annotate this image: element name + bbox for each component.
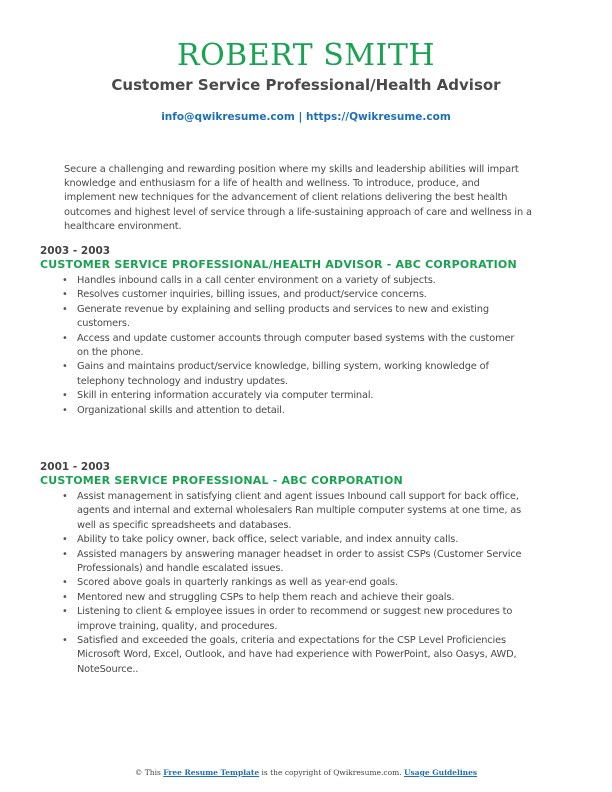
bullet: • Scored above goals in quarterly rankings as well as year-end goals. — [77, 576, 522, 590]
email-link[interactable]: info@qwikresume.com — [161, 111, 295, 123]
job-entry — [40, 460, 560, 677]
job-bullets — [40, 274, 560, 418]
bullet: • Gains and maintains product/service knowledge, billing system, working knowledge of telephony technology and industry updates. — [77, 360, 522, 389]
bullet: • Assisted managers by answering manager headset in order to assist CSPs (Customer Service Professionals) and handle escalated issues. — [77, 548, 522, 577]
footer-middle: is the copyright of Qwikresume.com. — [259, 768, 405, 777]
bullet: • Skill in entering information accurately via computer terminal. — [77, 389, 522, 403]
contact-line — [0, 111, 612, 123]
job-title: CUSTOMER SERVICE PROFESSIONAL/HEALTH ADVISOR - ABC CORPORATION — [40, 258, 517, 271]
job-title: CUSTOMER SERVICE PROFESSIONAL - ABC CORPORATION — [40, 474, 403, 487]
bullet: • Generate revenue by explaining and selling products and services to new and existing customers. — [77, 303, 522, 332]
usage-guidelines-link[interactable]: Usage Guidelines — [404, 768, 478, 777]
footer — [0, 768, 612, 777]
bullet: • Access and update customer accounts through computer based systems with the customer on the phone. — [77, 332, 522, 361]
bullet: • Mentored new and struggling CSPs to help them reach and achieve their goals. — [77, 591, 522, 605]
job-bullets — [40, 490, 560, 677]
separator: | — [294, 111, 306, 123]
bullet: • Resolves customer inquiries, billing issues, and product/service concerns. — [77, 288, 522, 302]
bullet: • Satisfied and exceeded the goals, criteria and expectations for the CSP Level Proficiencies Microsoft Word, Excel, Outlook, and have had experience with PowerPoint, also Oasys, AWD, NoteSource.. — [77, 634, 522, 677]
job-entry — [40, 244, 560, 418]
bullet: • Organizational skills and attention to detail. — [77, 404, 522, 418]
bullet: • Handles inbound calls in a call center environment on a variety of subjects. — [77, 274, 522, 288]
bullet: • Listening to client & employee issues in order to recommend or suggest new procedures to improve training, quality, and procedures. — [77, 605, 522, 634]
website-link[interactable]: https://Qwikresume.com — [305, 111, 451, 123]
candidate-name: ROBERT SMITH — [176, 38, 436, 73]
footer-prefix: © This — [134, 768, 164, 777]
free-resume-template-link[interactable]: Free Resume Template — [163, 768, 260, 777]
job-dates: 2001 - 2003 — [40, 461, 111, 473]
bullet: • Assist management in satisfying client and agent issues Inbound call support for back office, agents and internal and external wholesalers Ran multiple computer systems at one time, as well as specific spreadsheets and databases. — [77, 490, 522, 533]
summary: Secure a challenging and rewarding position where my skills and leadership abilities will impart knowledge and enthusiasm for a life of health and wellness. To introduce, produce, and implement new techniques for the advancement of client relations delivering the best health outcomes and highest level of service through a life-sustaining approach of care and wellness in a healthcare environment. — [64, 164, 532, 232]
candidate-title: Customer Service Professional/Health Advisor — [111, 76, 501, 94]
job-dates: 2003 - 2003 — [40, 245, 111, 257]
bullet: • Ability to take policy owner, back office, select variable, and index annuity calls. — [77, 533, 522, 547]
